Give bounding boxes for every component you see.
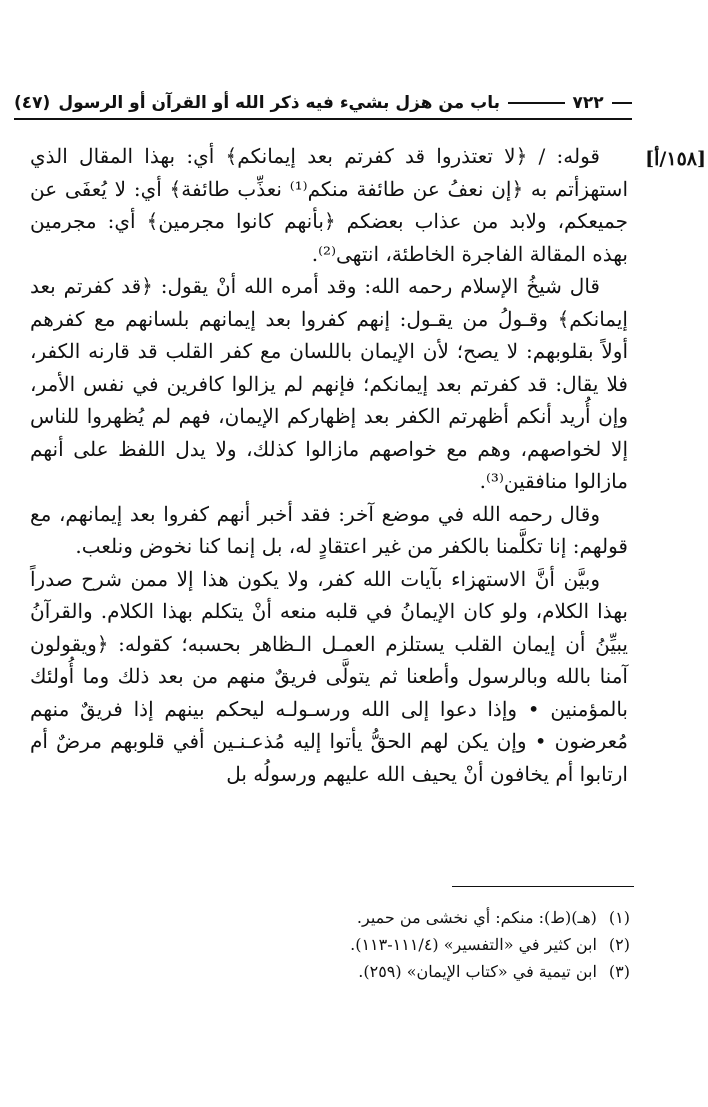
header-divider xyxy=(14,118,632,120)
running-header xyxy=(14,86,632,120)
header-rule-right xyxy=(612,102,632,104)
chapter-title: باب من هزل بشيء فيه ذكر الله أو القرآن أو الرسول xyxy=(58,93,500,113)
footnote-number: (٢) xyxy=(608,935,630,954)
chapter-number: (٤٧) xyxy=(14,93,51,113)
page-number: ٧٢٢ xyxy=(572,93,604,113)
footnote-1 xyxy=(200,904,630,931)
main-text xyxy=(30,140,628,790)
paragraph-3: وقال رحمه الله في موضع آخر: فقد أخبر أنهم كفروا بعد إيمانهم، مع قولهم: إنا تكلَّمنا بالكفر من غير اعتقادٍ له، بل إنما كنا نخوض ونلعب. xyxy=(30,501,628,558)
footnote-text: ابن تيمية في «كتاب الإيمان» (٢٥٩). xyxy=(358,962,597,981)
paragraph-2: قال شيخُ الإسلام رحمه الله: وقد أمره الله أنْ يقول: ﴿قد كفرتم بعد إيمانكم﴾ وقـولُ من يقـول: إنهم كفروا بعد إيمانهم بلسانهم مع كفرهم أولاً بقلوبهم: لا يصح؛ لأن الإيمان باللسان مع كفر القلب قد قارنه الكفر، فلا يقال: قد كفرتم بعد إيمانكم؛ فإنهم لم يزالوا كافرين في نفس الأمر، وإن أُريد أنكم أظهرتم الكفر بعد إظهاركم الإيمان، فهم لم يُظهروا للناس إلا لخواصهم، وهم مع خواصهم مازالوا كذلك، ولا يدل اللفظ على أنهم مازالوا منافقين⁽³⁾. xyxy=(30,274,628,493)
paragraph-1: قوله: / ﴿لا تعتذروا قد كفرتم بعد إيمانكم﴾ أي: بهذا المقال الذي استهزأتم به ﴿إن نعفُ عن طائفة منكم⁽¹⁾ نعذِّب طائفة﴾ أي: لا يُعفَى عن جميعكم، ولابد من عذاب بعضكم ﴿بأنهم كانوا مجرمين﴾ أي: مجرمين بهذه المقالة الفاجرة الخاطئة، انتهى⁽²⁾. xyxy=(30,144,628,266)
footnote-text: ابن كثير في «التفسير» (١١١/٤-١١٣). xyxy=(350,935,597,954)
footnote-3 xyxy=(200,958,630,985)
manuscript-folio-ref: [١٥٨/أ] xyxy=(645,148,706,170)
footnote-number: (٣) xyxy=(608,962,630,981)
footnote-number: (١) xyxy=(608,908,630,927)
footnote-separator xyxy=(452,886,634,887)
paragraph-4: وبيَّن أنَّ الاستهزاء بآيات الله كفر، ولا يكون هذا إلا ممن شرح صدراً بهذا الكلام، ولو كان الإيمانُ في قلبه منعه أنْ يتكلم بهذا الكلام. والقرآنُ يبيِّنُ أن إيمان القلب يستلزم العمـل الـظاهر بحسبه؛ كقوله: ﴿ويقولون آمنا بالله وبالرسول وأطعنا ثم يتولَّى فريقٌ منهم من بعد ذلك وما أُولئك بالمؤمنين • وإذا دعوا إلى الله ورسـولـه ليحكم بينهم إذا فريقٌ منهم مُعرضون • وإن يكن لهم الحقُّ يأتوا إليه مُذعـنـين أفي قلوبهم مرضٌ أم ارتابوا أم يخافون أنْ يحيف الله عليهم ورسولُه بل xyxy=(30,566,628,786)
footnote-text: (هـ)(ط): منكم: أي نخشى من حمير. xyxy=(356,908,597,927)
footnotes xyxy=(200,904,630,985)
header-rule-mid xyxy=(508,102,565,104)
footnote-2 xyxy=(200,931,630,958)
